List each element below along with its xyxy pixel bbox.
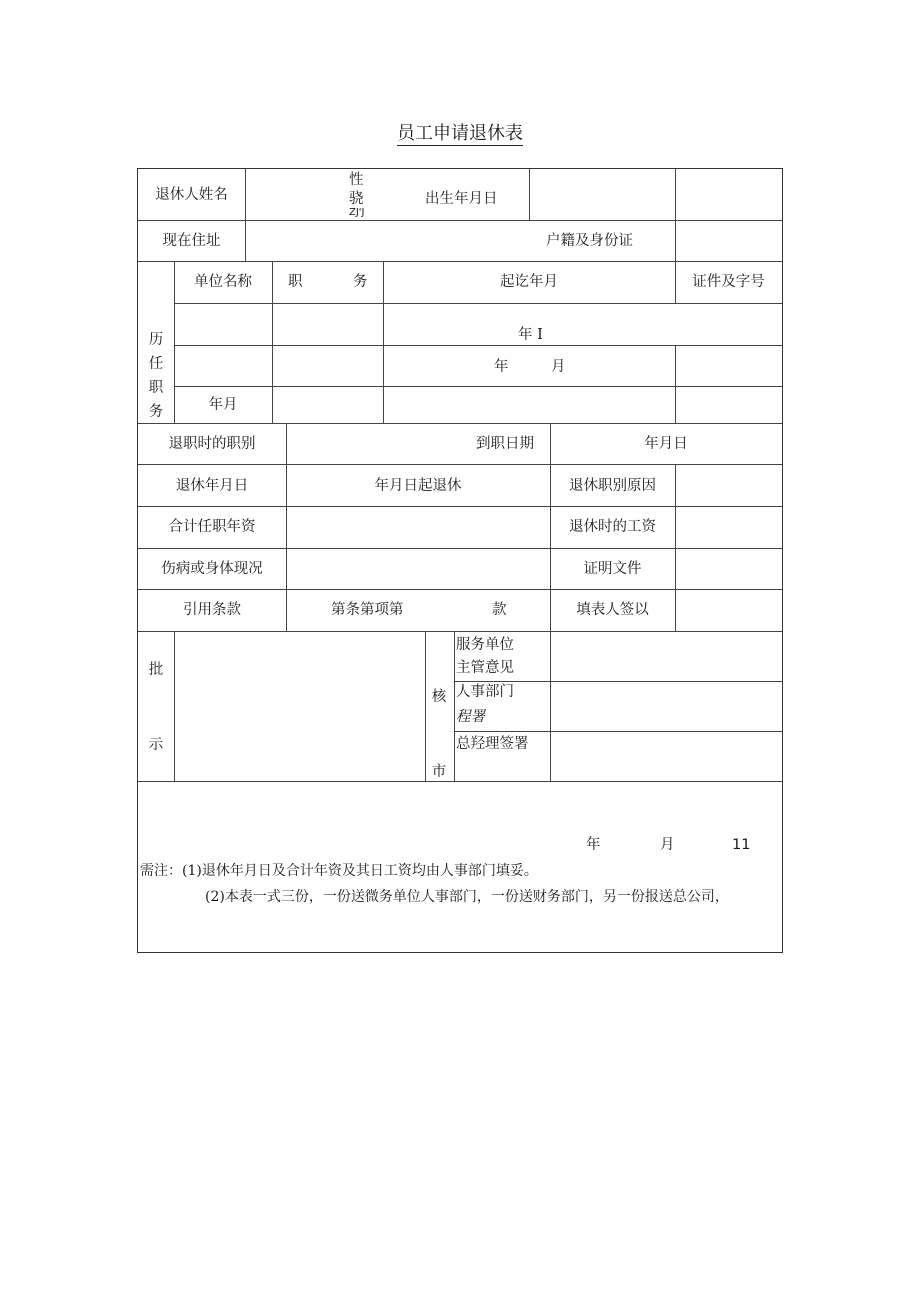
id-label: 户籍及身份证 [546, 233, 633, 249]
opinion3: 总羟理签署 [456, 736, 529, 752]
history-row2-year: 年 [494, 359, 509, 375]
history-row2-month: 月 [551, 359, 566, 375]
seniority-label: 合计任职年资 [168, 519, 256, 535]
gender-label: 性 [349, 172, 364, 188]
history-label-4: 务 [148, 404, 164, 420]
period-header: 起讫年月 [500, 274, 558, 290]
footer-month: 月 [660, 837, 675, 853]
opinion2-a: 人事部门 [456, 684, 514, 700]
salary-label: 退休时的工资 [569, 519, 656, 535]
footer-year: 年 [586, 837, 601, 853]
proof-label: 证明文件 [583, 561, 642, 577]
history-row1-period: 年 I [518, 327, 543, 343]
form-title: 员工申请退休表 [397, 123, 523, 144]
health-label: 伤病或身体现况 [161, 561, 263, 577]
approval-input-cell[interactable] [175, 632, 424, 780]
gender-sub: 骁 [349, 191, 364, 207]
history-label-3: 职 [148, 380, 164, 396]
history-label-2: 任 [148, 356, 164, 372]
retire-reason-label: 退休职别原因 [569, 478, 656, 494]
review-label-b: 市 [431, 764, 447, 780]
clause-label: 引用条款 [183, 602, 241, 618]
onboard-value: 年月日 [644, 436, 688, 452]
name-input-cell[interactable] [246, 169, 346, 219]
onboard-label: 到职日期 [476, 436, 534, 452]
footer-note-2: (2)本表一式三份，一份送微务单位人事部门，一份送财务部门，另一份报送总公司， [205, 889, 729, 905]
opinion-input-cells[interactable] [551, 632, 782, 780]
approval-label-a: 批 [148, 662, 164, 678]
address-label: 现在住址 [162, 233, 221, 249]
seniority-input-cell[interactable] [287, 507, 549, 547]
approval-label-b: 示 [148, 737, 164, 753]
cert-header: 证件及字号 [692, 274, 765, 290]
gender-sub2: ZJ'J [349, 207, 365, 218]
unit-header: 单位名称 [194, 274, 252, 290]
clause-value-b: 款 [492, 602, 507, 618]
retire-date-value: 年月日起退休 [374, 478, 462, 494]
id-input-cell[interactable] [676, 221, 782, 260]
position-header-b: 务 [353, 274, 368, 290]
retire-date-label: 退休年月日 [175, 478, 249, 494]
retirement-form-table [137, 168, 783, 953]
review-label-a: 核 [431, 689, 447, 705]
position-header-a: 职 [288, 274, 303, 290]
history-label-1: 历 [148, 332, 164, 348]
health-input-cell[interactable] [287, 549, 549, 588]
history-row3-unit: 年月 [208, 397, 238, 413]
address-input-cell[interactable] [246, 221, 536, 260]
birth-label: 出生年月日 [425, 191, 498, 207]
clause-value-a: 第条第项第 [331, 602, 404, 618]
filler-label: 填表人签以 [576, 602, 649, 618]
rank-label: 退职时的职别 [168, 436, 256, 452]
footer-note-1: 需注：(1)退休年月日及合计年资及其日工资均由人事部门填妥。 [140, 863, 538, 879]
birth-input-cell[interactable] [530, 169, 674, 219]
name-label: 退休人姓名 [155, 187, 228, 203]
opinion1-a: 服务单位 [456, 637, 514, 653]
opinion1-b: 主管意见 [456, 660, 514, 676]
opinion2-b: 程署 [456, 709, 485, 725]
footer-day: 11 [732, 837, 751, 853]
